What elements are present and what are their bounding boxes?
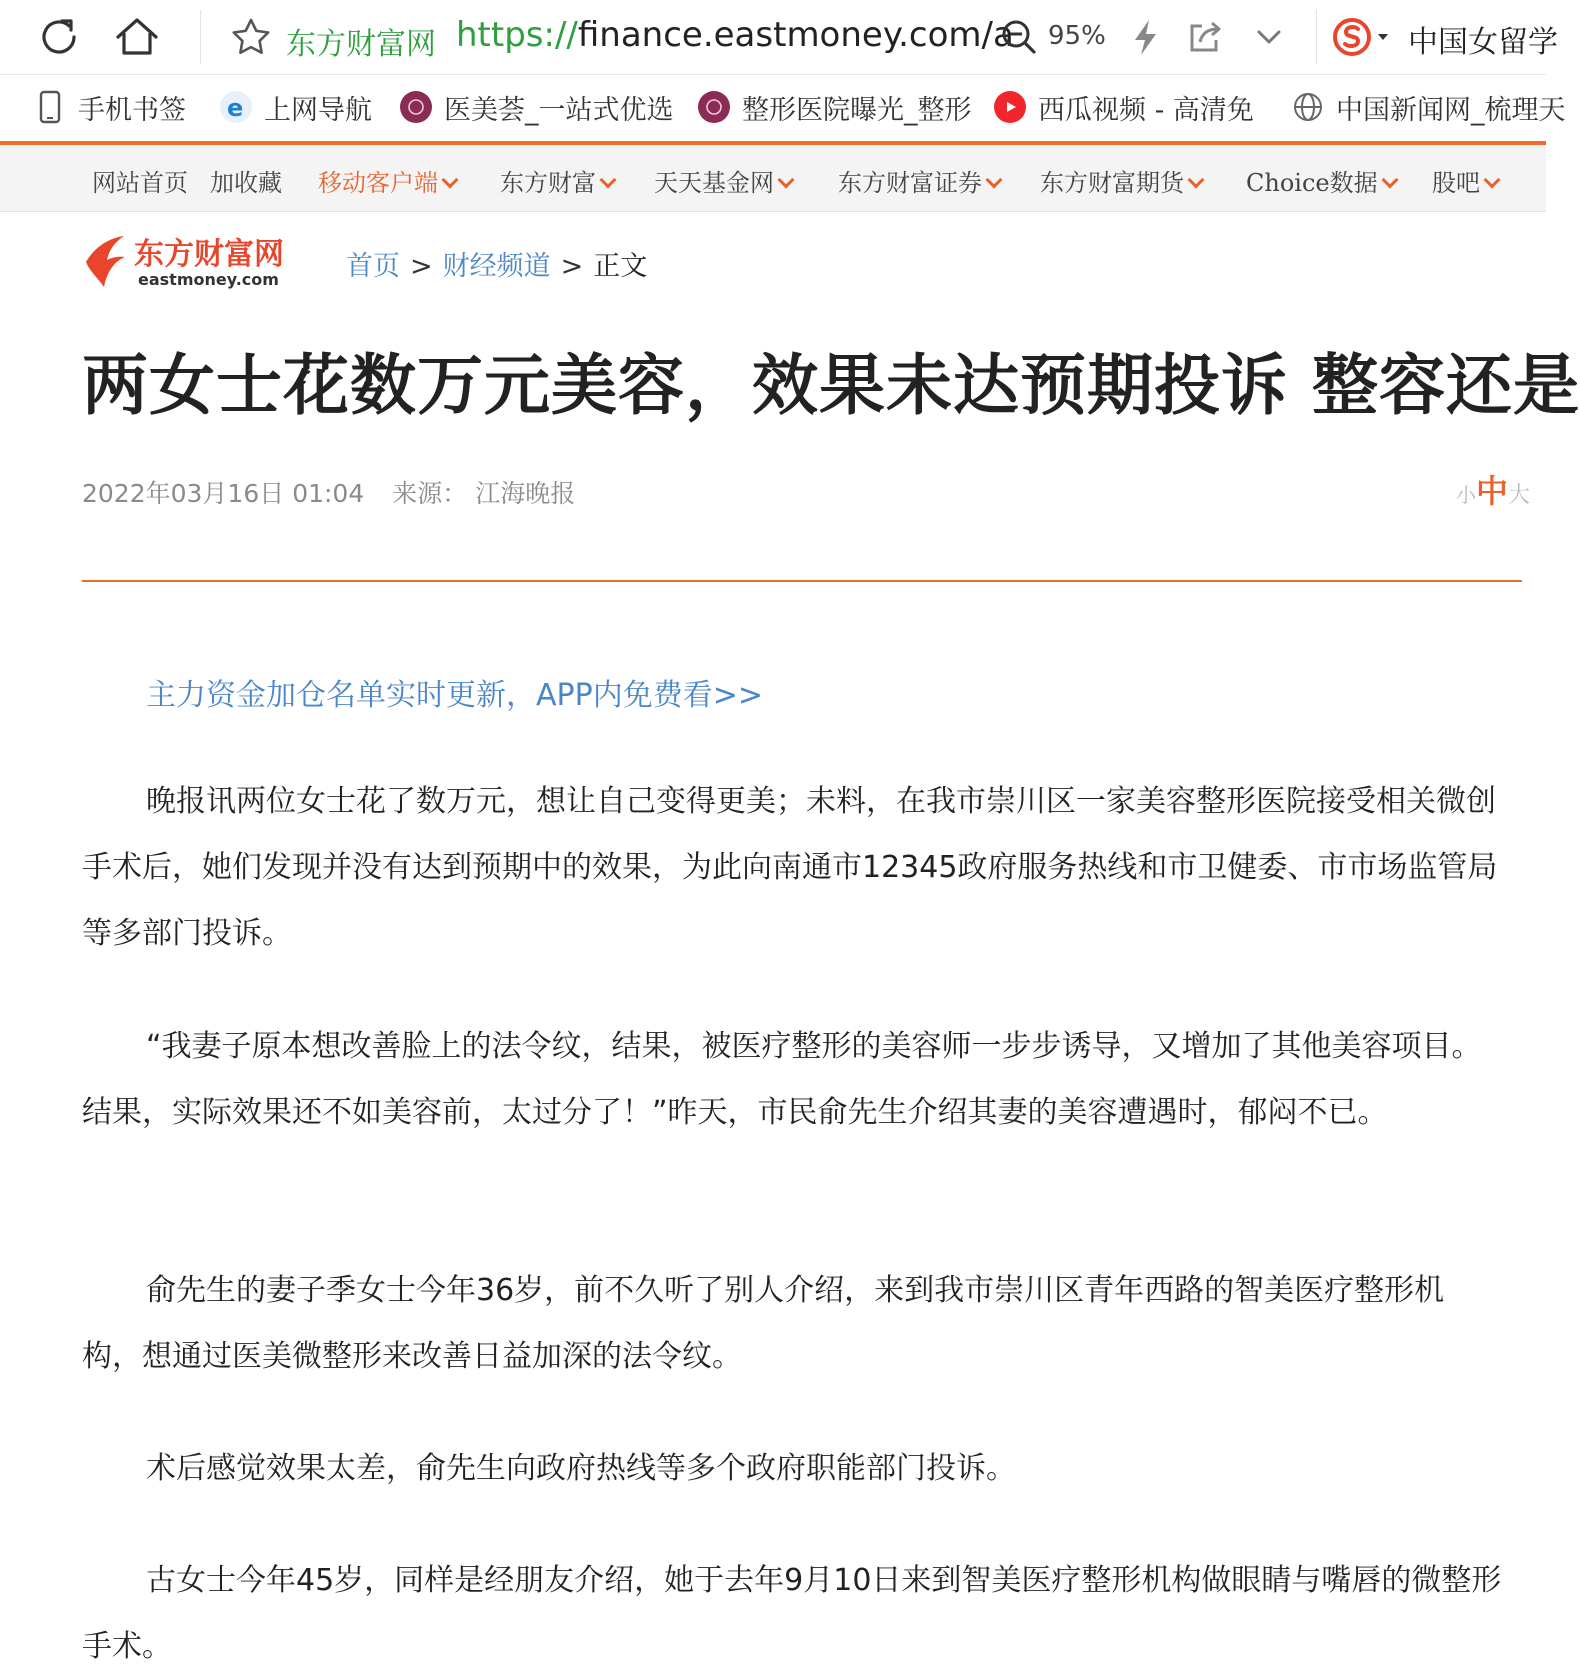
nav-label: 东方财富 — [500, 169, 596, 197]
breadcrumb-home[interactable]: 首页 — [346, 251, 400, 282]
yimeihui-logo-icon — [698, 91, 730, 123]
article-paragraph: “我妻子原本想改善脸上的法令纹，结果，被医疗整形的美容师一步步诱导，又增加了其他美容项目。结果，实际效果还不如美容前，太过分了！”昨天，市民俞先生介绍其妻的美容遭遇时，郁闷不已。 — [82, 1029, 1482, 1130]
font-medium-button[interactable]: 中 — [1476, 472, 1509, 510]
chevron-down-icon[interactable] — [1244, 12, 1294, 62]
article-paragraph: 晚报讯两位女士花了数万元，想让自己变得更美；未料，在我市崇川区一家美容整形医院接受相关微创手术后，她们发现并没有达到预期中的效果，为此向南通市12345政府服务热线和市卫健委、市市场监管局等多部门投诉。 — [82, 784, 1498, 951]
font-size-switcher — [1456, 466, 1530, 512]
article-meta — [82, 474, 575, 510]
article-paragraph: 古女士今年45岁，同样是经朋友介绍，她于去年9月10日来到智美医疗整形机构做眼睛与嘴唇的微整形手术。 — [82, 1563, 1502, 1664]
article-date: 2022年03月16日 01:04 — [82, 479, 365, 508]
chevron-down-icon — [1188, 172, 1205, 189]
nav-favorite[interactable] — [210, 163, 282, 198]
bookmark-yimeihui[interactable] — [400, 87, 674, 127]
breadcrumb-separator: > — [410, 251, 433, 282]
bookmark-label: 手机书签 — [78, 94, 186, 126]
logo-cn-text: 东方财富网 — [134, 237, 284, 272]
nav-mobile-client[interactable] — [318, 163, 456, 198]
nav-futures[interactable] — [1040, 163, 1202, 198]
address-site-name[interactable]: 东方财富网 — [286, 27, 436, 62]
article-paragraph: 俞先生的妻子季女士今年36岁，前不久听了别人介绍，来到我市崇川区青年西路的智美医疗整形机构，想通过医美微整形来改善日益加深的法令纹。 — [82, 1273, 1445, 1374]
eastmoney-logo[interactable] — [82, 232, 312, 290]
bookmark-mobile[interactable] — [34, 87, 194, 127]
chevron-down-icon — [1484, 172, 1501, 189]
bookmark-plastic-surgery[interactable] — [698, 87, 972, 127]
toolbar-divider — [200, 10, 201, 64]
address-url[interactable] — [456, 15, 1014, 55]
yimeihui-logo-icon — [400, 91, 432, 123]
ie-icon — [220, 91, 252, 123]
bookmark-label: 医美荟_一站式优选 — [444, 94, 674, 126]
bookmark-label: 上网导航 — [264, 94, 372, 126]
nav-guba[interactable] — [1432, 163, 1498, 198]
bookmarks-bar — [0, 75, 1566, 145]
mobile-phone-icon — [34, 91, 66, 123]
url-path: finance.eastmoney.com/a — [577, 15, 1014, 55]
nav-label: 移动客户端 — [318, 169, 438, 197]
xigua-video-icon — [994, 91, 1026, 123]
nav-label: 网站首页 — [92, 169, 188, 197]
site-nav — [0, 145, 1546, 212]
sogou-search-icon[interactable] — [1330, 12, 1380, 62]
globe-icon — [1292, 91, 1324, 123]
breadcrumb-channel[interactable]: 财经频道 — [442, 251, 551, 282]
bookmark-label: 整形医院曝光_整形 — [742, 94, 972, 126]
chevron-down-icon — [1381, 172, 1398, 189]
right-tab-title[interactable]: 中国女留学 — [1408, 25, 1558, 60]
promo-link[interactable]: 主力资金加仓名单实时更新，APP内免费看>> — [146, 678, 763, 713]
chevron-down-icon — [986, 172, 1003, 189]
bookmark-label: 西瓜视频 - 高清免 — [1038, 94, 1254, 126]
bookmark-nav[interactable] — [220, 87, 380, 127]
article-title: 两女士花数万元美容，效果未达预期投诉 整容还是 — [82, 347, 1580, 424]
bookmark-xigua[interactable] — [994, 87, 1260, 127]
home-icon[interactable] — [112, 12, 162, 62]
nav-home[interactable] — [92, 163, 188, 198]
nav-label: Choice数据 — [1246, 169, 1378, 197]
zoom-icon[interactable] — [994, 12, 1044, 62]
breadcrumb — [346, 244, 647, 283]
bookmark-chinanews[interactable] — [1292, 87, 1566, 127]
browser-toolbar — [0, 0, 1558, 75]
lightning-icon[interactable] — [1120, 12, 1170, 62]
toolbar-divider — [1316, 10, 1317, 64]
nav-label: 加收藏 — [210, 169, 282, 197]
header-divider — [82, 580, 1522, 582]
share-icon[interactable] — [1180, 12, 1230, 62]
breadcrumb-separator: > — [560, 251, 584, 282]
article-paragraph: 术后感觉效果太差，俞先生向政府热线等多个政府职能部门投诉。 — [146, 1451, 1016, 1486]
font-small-button[interactable]: 小 — [1456, 483, 1476, 507]
nav-eastmoney[interactable] — [500, 163, 614, 198]
chevron-down-icon — [778, 172, 795, 189]
font-large-button[interactable]: 大 — [1508, 483, 1531, 508]
bookmark-label: 中国新闻网_梳理天 — [1336, 94, 1566, 126]
url-protocol: https:// — [456, 15, 578, 55]
star-bookmark-icon[interactable] — [226, 12, 276, 62]
article-source: 来源： 江海晚报 — [392, 479, 576, 508]
refresh-icon[interactable] — [34, 12, 84, 62]
nav-securities[interactable] — [838, 163, 1000, 198]
nav-choice[interactable] — [1246, 163, 1396, 198]
svg-text:e: e — [227, 94, 244, 122]
nav-fund[interactable] — [654, 163, 792, 198]
nav-label: 天天基金网 — [654, 169, 774, 197]
breadcrumb-current: 正文 — [593, 251, 648, 282]
chevron-down-icon — [600, 172, 617, 189]
nav-label: 东方财富证券 — [838, 169, 982, 197]
zoom-level[interactable]: 95% — [1048, 21, 1106, 51]
chevron-down-icon — [442, 172, 459, 189]
nav-label: 股吧 — [1432, 169, 1480, 197]
logo-en-text: eastmoney.com — [138, 270, 279, 289]
nav-label: 东方财富期货 — [1040, 169, 1184, 197]
